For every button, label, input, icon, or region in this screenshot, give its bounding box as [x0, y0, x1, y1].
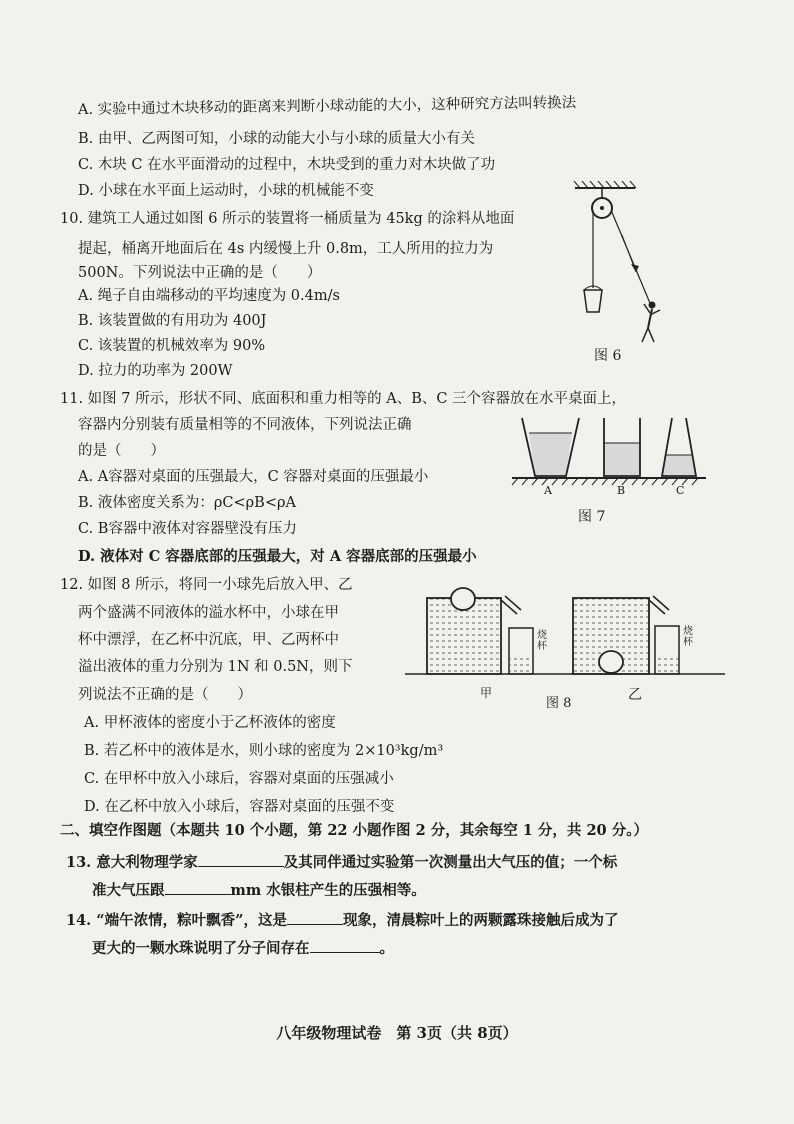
- q9-option-d: D. 小球在水平面上运动时，小球的机械能不变: [78, 183, 374, 199]
- figure-8-caption: 图 8: [546, 696, 572, 711]
- figure-6-caption: 图 6: [594, 348, 622, 364]
- q11-option-b: B. 液体密度关系为：ρC<ρB<ρA: [78, 495, 296, 511]
- q13-blank-2[interactable]: [165, 880, 231, 895]
- q14-text-3: 更大的一颗水珠说明了分子间存在: [92, 940, 310, 957]
- figure-8-overflow-cups: [405, 578, 725, 680]
- q11-stem-3: 的是（ ）: [78, 443, 165, 459]
- q14-blank-1[interactable]: [287, 910, 343, 925]
- q11-option-a: A. A容器对桌面的压强最大，C 容器对桌面的压强最小: [78, 469, 429, 485]
- q10-stem-3: 500N。下列说法中正确的是（ ）: [78, 265, 322, 281]
- q12-option-d: D. 在乙杯中放入小球后，容器对桌面的压强不变: [84, 799, 395, 815]
- figure-6-pulley: [570, 180, 690, 350]
- q9-option-b: B. 由甲、乙两图可知，小球的动能大小与小球的质量大小有关: [78, 131, 475, 147]
- q12-option-b: B. 若乙杯中的液体是水，则小球的密度为 2×10³kg/m³: [84, 743, 444, 759]
- figure-8-beaker-label-1: 烧杯: [537, 630, 547, 652]
- q12-stem-2: 两个盛满不同液体的溢水杯中，小球在甲: [78, 605, 339, 621]
- figure-7-caption: 图 7: [578, 509, 606, 525]
- section-2-heading: 二、填空作图题（本题共 10 个小题，第 22 小题作图 2 分，其余每空 1 分，共 20 分。）: [60, 822, 648, 839]
- q12-option-c: C. 在甲杯中放入小球后，容器对桌面的压强减小: [84, 771, 394, 787]
- q11-option-c: C. B容器中液体对容器壁没有压力: [78, 521, 297, 537]
- q9-option-a: A. 实验中通过木块移动的距离来判断小球动能的大小，这种研究方法叫转换法: [77, 95, 577, 118]
- q12-stem-4: 溢出液体的重力分别为 1N 和 0.5N，则下: [78, 659, 353, 675]
- q9-option-c: C. 木块 C 在水平面滑动的过程中，木块受到的重力对木块做了功: [78, 157, 496, 173]
- q13-text-2: 及其同伴通过实验第一次测量出大气压的值；一个标: [283, 854, 618, 871]
- q14-text-1: 14. “端午浓情，粽叶飘香”，这是: [66, 912, 287, 929]
- q13-text-1: 13. 意大利物理学家: [66, 854, 198, 871]
- q12-option-a: A. 甲杯液体的密度小于乙杯液体的密度: [84, 715, 336, 731]
- q12-stem-3: 杯中漂浮，在乙杯中沉底，甲、乙两杯中: [78, 632, 339, 648]
- figure-7-label-b: B: [617, 484, 626, 497]
- q11-stem-1: 11. 如图 7 所示，形状不同、底面积和重力相等的 A、B、C 三个容器放在水平桌面上，: [60, 391, 627, 407]
- q10-stem-2: 提起，桶离开地面后在 4s 内缓慢上升 0.8m，工人所用的拉力为: [78, 241, 494, 257]
- q11-option-d: D. 液体对 C 容器底部的压强最大，对 A 容器底部的压强最小: [78, 548, 477, 565]
- q10-option-a: A. 绳子自由端移动的平均速度为 0.4m/s: [78, 288, 340, 304]
- q13-line-1: [66, 852, 617, 872]
- figure-7-label-a: A: [544, 484, 552, 497]
- q14-blank-2[interactable]: [310, 938, 380, 953]
- figure-8-beaker-label-2: 烧杯: [683, 626, 693, 648]
- q12-stem-5: 列说法不正确的是（ ）: [78, 687, 252, 703]
- q10-stem-1: 10. 建筑工人通过如图 6 所示的装置将一桶质量为 45kg 的涂料从地面: [60, 211, 515, 227]
- q13-blank-1[interactable]: [198, 852, 284, 867]
- figure-8-label-yi: 乙: [628, 687, 642, 703]
- q13-text-4: mm 水银柱产生的压强相等。: [230, 882, 426, 899]
- q13-line-2: [92, 880, 426, 900]
- page-footer: 八年级物理试卷 第 3页（共 8页）: [276, 1024, 518, 1042]
- q14-line-2: [92, 938, 394, 958]
- q14-line-1: [66, 910, 618, 930]
- q11-stem-2: 容器内分别装有质量相等的不同液体，下列说法正确: [78, 417, 412, 433]
- q10-option-d: D. 拉力的功率为 200W: [78, 363, 233, 379]
- q10-option-b: B. 该装置做的有用功为 400J: [78, 313, 267, 329]
- q14-text-2: 现象，清晨粽叶上的两颗露珠接触后成为了: [342, 912, 619, 929]
- q13-text-3: 准大气压跟: [92, 882, 165, 899]
- figure-7-containers: [510, 412, 710, 486]
- q14-text-4: 。: [379, 940, 394, 957]
- figure-7-label-c: C: [676, 484, 685, 497]
- q10-option-c: C. 该装置的机械效率为 90%: [78, 338, 266, 354]
- figure-8-label-jia: 甲: [480, 686, 493, 700]
- q12-stem-1: 12. 如图 8 所示，将同一小球先后放入甲、乙: [60, 577, 353, 593]
